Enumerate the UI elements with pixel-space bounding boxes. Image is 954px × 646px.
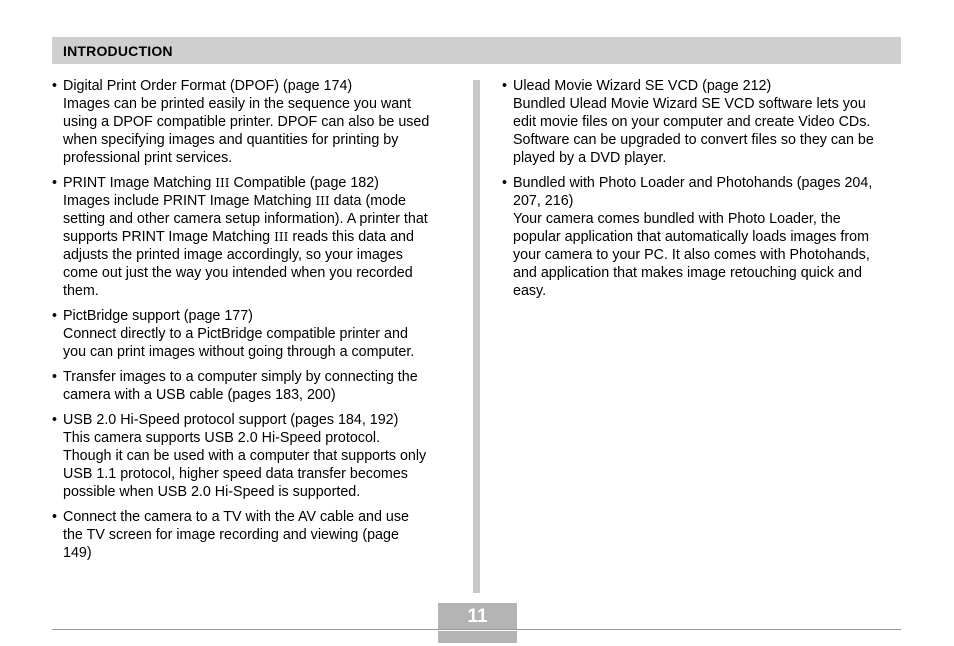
text-line — [63, 192, 460, 210]
text-line: Images can be printed easily in the sequence you want — [63, 96, 412, 112]
bullet-marker: • — [52, 175, 58, 191]
text-segment: Images include PRINT Image Matching — [63, 193, 316, 209]
page-number-base — [438, 631, 517, 643]
page-number: 11 — [467, 606, 488, 627]
bullet-marker: • — [52, 78, 58, 94]
text-line: Bundled with Photo Loader and Photohands (pages 204, — [513, 175, 873, 191]
bullet-marker: • — [52, 509, 58, 525]
text-line: Connect directly to a PictBridge compatible printer and — [63, 326, 408, 342]
text-line: popular application that automatically loads images from — [513, 229, 870, 245]
left-column — [52, 77, 460, 569]
bullet-marker: • — [52, 308, 58, 324]
text-line: and application that makes image retouching quick and — [513, 265, 862, 281]
text-segment: supports PRINT Image Matching — [63, 229, 275, 245]
section-header-bar — [52, 37, 901, 64]
text-line: Transfer images to a computer simply by connecting the — [63, 369, 418, 385]
text-line: Bundled Ulead Movie Wizard SE VCD software lets you — [513, 96, 866, 112]
text-line: your camera to your PC. It also comes with Photohands, — [513, 247, 870, 263]
text-line: Though it can be used with a computer that supports only — [63, 448, 427, 464]
text-line: setting and other camera setup information). A printer that — [63, 211, 428, 227]
text-line: when specifying images and quantities for printing by — [63, 132, 399, 148]
bullet-item — [52, 368, 460, 404]
text-line: come out just the way you intended when you recorded — [63, 265, 413, 281]
text-line: played by a DVD player. — [513, 150, 667, 166]
text-line: 149) — [63, 545, 92, 561]
text-line: This camera supports USB 2.0 Hi-Speed protocol. — [63, 430, 381, 446]
section-title: INTRODUCTION — [63, 43, 173, 59]
roman-numeral-mark: III — [215, 176, 230, 190]
text-line — [63, 174, 460, 192]
text-segment: Compatible (page 182) — [229, 175, 379, 191]
text-line: USB 1.1 protocol, higher speed data transfer becomes — [63, 466, 408, 482]
text-line: possible when USB 2.0 Hi-Speed is supported. — [63, 484, 361, 500]
bullet-marker: • — [502, 78, 508, 94]
bullet-marker: • — [52, 369, 58, 385]
text-line: Your camera comes bundled with Photo Loader, the — [513, 211, 841, 227]
text-line: Digital Print Order Format (DPOF) (page 174) — [63, 78, 353, 94]
text-line: Ulead Movie Wizard SE VCD (page 212) — [513, 78, 772, 94]
page-number-tab — [438, 603, 517, 629]
column-divider — [473, 80, 480, 593]
text-line: edit movie files on your computer and create Video CDs. — [513, 114, 871, 130]
text-line: USB 2.0 Hi-Speed protocol support (pages 184, 192) — [63, 412, 399, 428]
bullet-marker: • — [52, 412, 58, 428]
text-line: easy. — [513, 283, 547, 299]
footer-rule — [52, 629, 901, 630]
bullet-item — [502, 174, 902, 300]
bullet-item — [52, 411, 460, 501]
bullet-marker: • — [502, 175, 508, 191]
text-line: adjusts the printed image accordingly, so your images — [63, 247, 403, 263]
bullet-item — [502, 77, 902, 167]
text-line: you can print images without going through a computer. — [63, 344, 415, 360]
bullet-item — [52, 174, 460, 300]
text-line: the TV screen for image recording and viewing (page — [63, 527, 399, 543]
text-segment: data (mode — [329, 193, 406, 209]
text-line: using a DPOF compatible printer. DPOF can also be used — [63, 114, 430, 130]
bullet-item — [52, 307, 460, 361]
bullet-item — [52, 77, 460, 167]
text-line: them. — [63, 283, 99, 299]
text-line: professional print services. — [63, 150, 233, 166]
page-number-box — [438, 603, 517, 643]
bullet-item — [52, 508, 460, 562]
text-line: 207, 216) — [513, 193, 574, 209]
text-line: camera with a USB cable (pages 183, 200) — [63, 387, 336, 403]
text-segment: PRINT Image Matching — [63, 175, 216, 191]
roman-numeral-mark: III — [274, 230, 289, 244]
text-line: Connect the camera to a TV with the AV cable and use — [63, 509, 409, 525]
text-segment: reads this data and — [288, 229, 414, 245]
text-line: Software can be upgraded to convert files so they can be — [513, 132, 874, 148]
text-line — [63, 228, 460, 246]
roman-numeral-mark: III — [315, 194, 330, 208]
right-column — [502, 77, 902, 307]
text-line: PictBridge support (page 177) — [63, 308, 253, 324]
